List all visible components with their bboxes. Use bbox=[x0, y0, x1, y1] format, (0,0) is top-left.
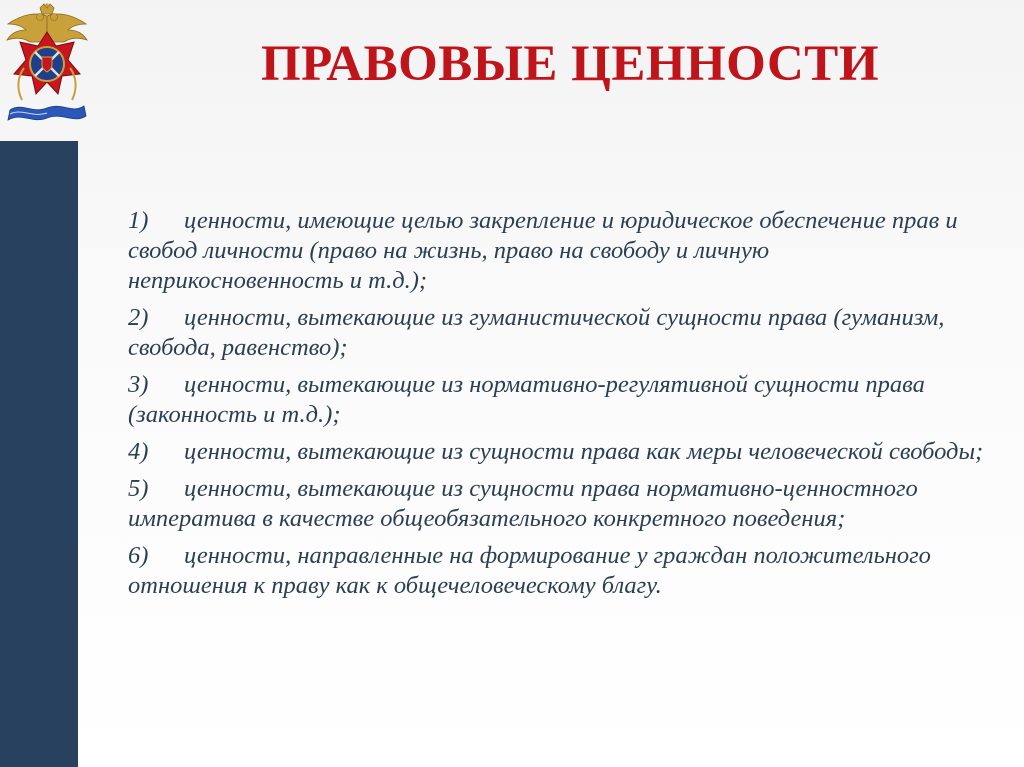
list-item bbox=[128, 206, 988, 296]
list-item bbox=[128, 437, 988, 467]
emblem-icon bbox=[2, 2, 92, 130]
item-number: 3) bbox=[128, 371, 149, 398]
item-text: ценности, вытекающие из гуманистической сущности права (гуманизм, свобода, равенство); bbox=[128, 304, 945, 361]
item-number: 5) bbox=[128, 475, 149, 502]
list-item bbox=[128, 541, 988, 601]
list-item bbox=[128, 303, 988, 363]
item-text: ценности, вытекающие из сущности права как меры человеческой свободы; bbox=[184, 438, 984, 465]
values-list bbox=[128, 206, 988, 608]
page-title: ПРАВОВЫЕ ЦЕННОСТИ bbox=[260, 36, 879, 92]
sidebar-stripe bbox=[0, 141, 78, 767]
item-text: ценности, направленные на формирование у граждан положительного отношения к праву как к общечеловеческому благу. bbox=[128, 542, 931, 599]
item-number: 1) bbox=[128, 207, 149, 234]
item-number: 6) bbox=[128, 542, 149, 569]
list-item bbox=[128, 474, 988, 534]
item-number: 2) bbox=[128, 304, 149, 331]
item-number: 4) bbox=[128, 438, 149, 465]
item-text: ценности, вытекающие из сущности права нормативно-ценностного императива в качестве общеобязательного конкретного поведения; bbox=[128, 475, 918, 532]
item-text: ценности, вытекающие из нормативно-регулятивной сущности права (законность и т.д.); bbox=[128, 371, 925, 428]
item-text: ценности, имеющие целью закрепление и юридическое обеспечение прав и свобод личности (право на жизнь, право на свободу и личную неприкосновенность и т.д.); bbox=[128, 207, 958, 294]
list-item bbox=[128, 370, 988, 430]
